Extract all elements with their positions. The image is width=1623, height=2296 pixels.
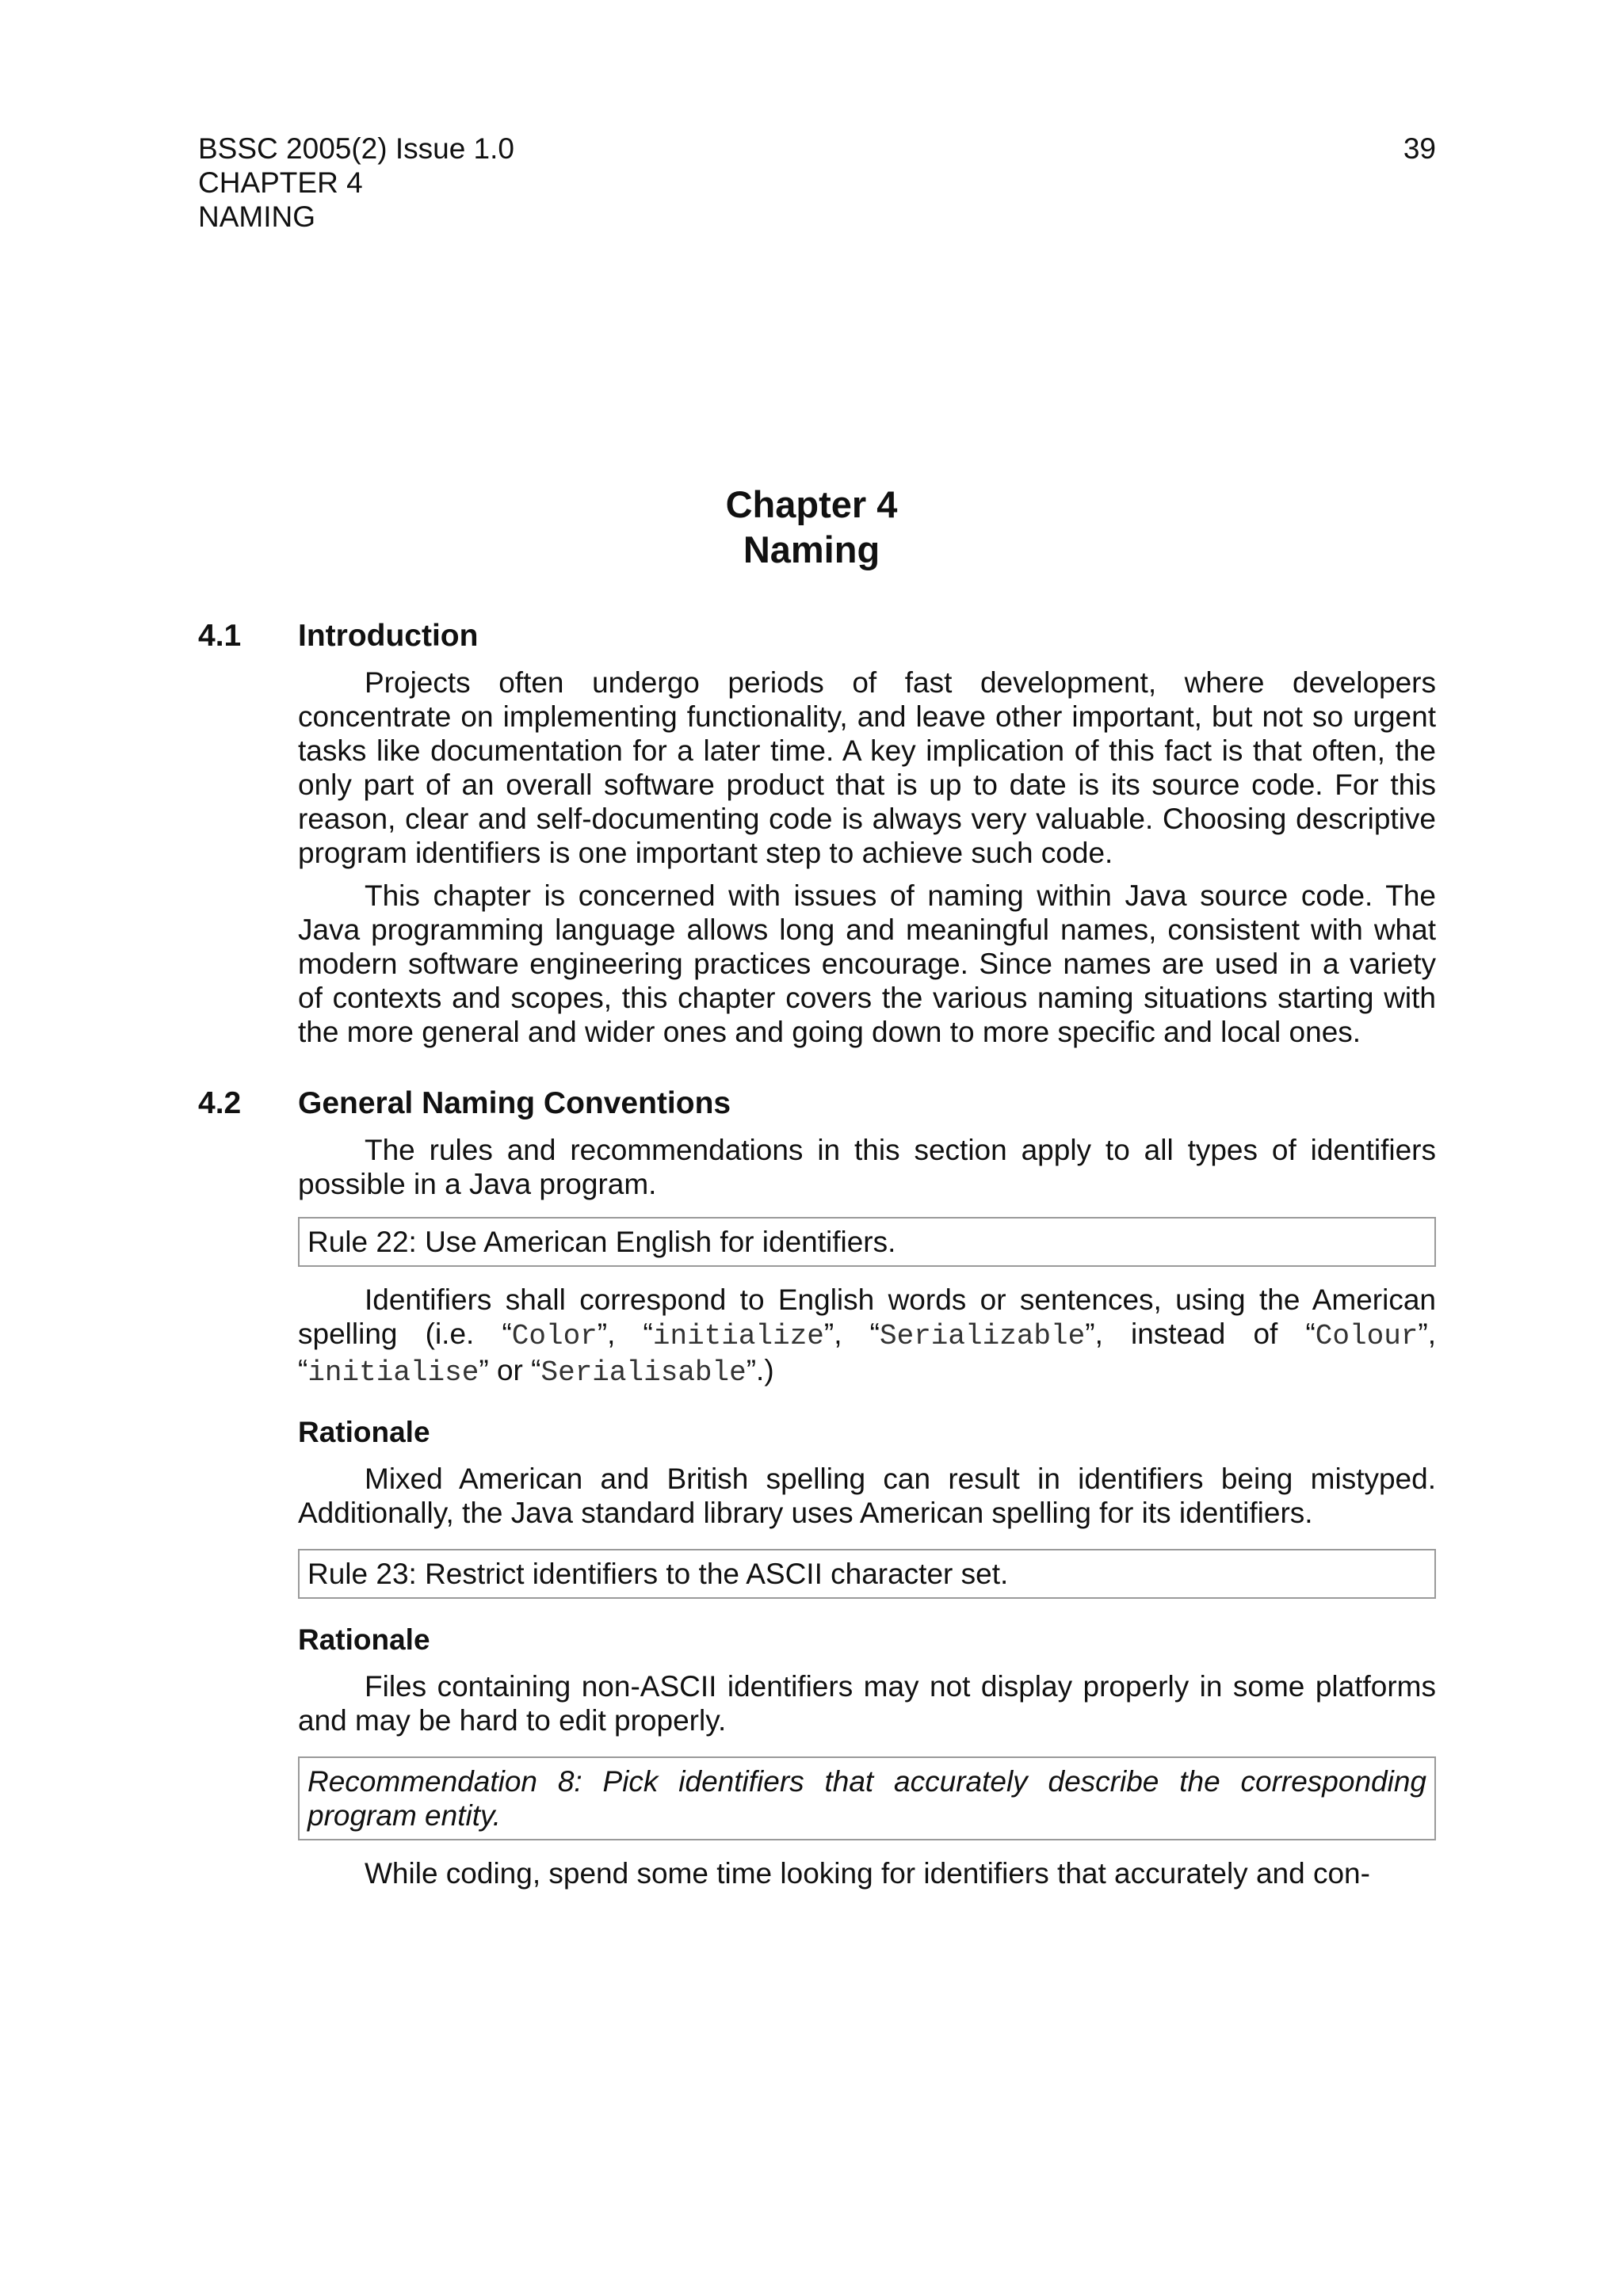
chapter-title <box>0 482 1623 572</box>
header-line-chapter: CHAPTER 4 <box>198 166 363 199</box>
paragraph-rationale: Mixed American and British spelling can result in identifiers being mistyped. Additionally, the Java standard library uses American spelling for its identifiers. <box>298 1463 1436 1529</box>
running-header <box>198 132 514 234</box>
code-identifier: Color <box>511 1320 598 1352</box>
section-number: 4.1 <box>198 619 242 653</box>
section-body-4-1 <box>298 666 1436 1049</box>
paragraph: This chapter is concerned with issues of naming within Java source code. The Java programming language allows long and meaningful names, consistent with what modern software engineering practices encourage. Since names are used in a variety of contexts and scopes, this chapter covers the various naming situations starting with the more general and wider ones and going down to more specific and local ones. <box>298 879 1436 1048</box>
rationale-heading: Rationale <box>298 1416 430 1448</box>
code-identifier: Serialisable <box>540 1356 747 1389</box>
main-content <box>198 618 1436 1890</box>
rationale-heading: Rationale <box>298 1623 430 1656</box>
page-number: 39 <box>1403 132 1436 165</box>
paragraph: While coding, spend some time looking for identifiers that accurately and con- <box>365 1857 1370 1890</box>
section-heading-4-2 <box>198 1085 1436 1122</box>
chapter-title-line2: Naming <box>743 528 880 570</box>
paragraph-rule22-explanation: Identifiers shall correspond to English words or sentences, using the American spelling (i.e. “Color”, “initialize”, “Serializable”, instead of “Colour”, “initialise” or “Serialisable”.) <box>298 1283 1437 1389</box>
section-number: 4.2 <box>198 1086 242 1120</box>
paragraph-rationale: Files containing non-ASCII identifiers may not display properly in some platforms and may be hard to edit properly. <box>298 1670 1436 1737</box>
header-line-name: NAMING <box>198 200 315 233</box>
code-identifier: initialize <box>652 1320 824 1352</box>
chapter-title-line1: Chapter 4 <box>725 483 898 525</box>
paragraph: The rules and recommendations in this section apply to all types of identifiers possible in a Java program. <box>298 1134 1436 1200</box>
section-title: Introduction <box>298 619 479 653</box>
header-line-doc-id: BSSC 2005(2) Issue 1.0 <box>198 132 514 165</box>
rule-box-22: Rule 22: Use American English for identifiers. <box>298 1217 1436 1267</box>
code-identifier: initialise <box>307 1356 479 1389</box>
code-identifier: Colour <box>1315 1320 1419 1352</box>
section-heading-4-1 <box>198 618 1436 654</box>
rule-box-23: Rule 23: Restrict identifiers to the ASCII character set. <box>298 1549 1436 1599</box>
section-title: General Naming Conventions <box>298 1086 731 1120</box>
recommendation-box-8: Recommendation 8: Pick identifiers that accurately describe the corresponding program entity. <box>298 1756 1436 1840</box>
section-body-4-2 <box>298 1133 1436 1890</box>
code-identifier: Serializable <box>880 1320 1086 1352</box>
paragraph: Projects often undergo periods of fast development, where developers concentrate on implementing functionality, and leave other important, but not so urgent tasks like documentation for a later time. A key implication of this fact is that often, the only part of an overall software product that is up to date is its source code. For this reason, clear and self-documenting code is always very valuable. Choosing descriptive program identifiers is one important step to achieve such code. <box>298 666 1436 869</box>
